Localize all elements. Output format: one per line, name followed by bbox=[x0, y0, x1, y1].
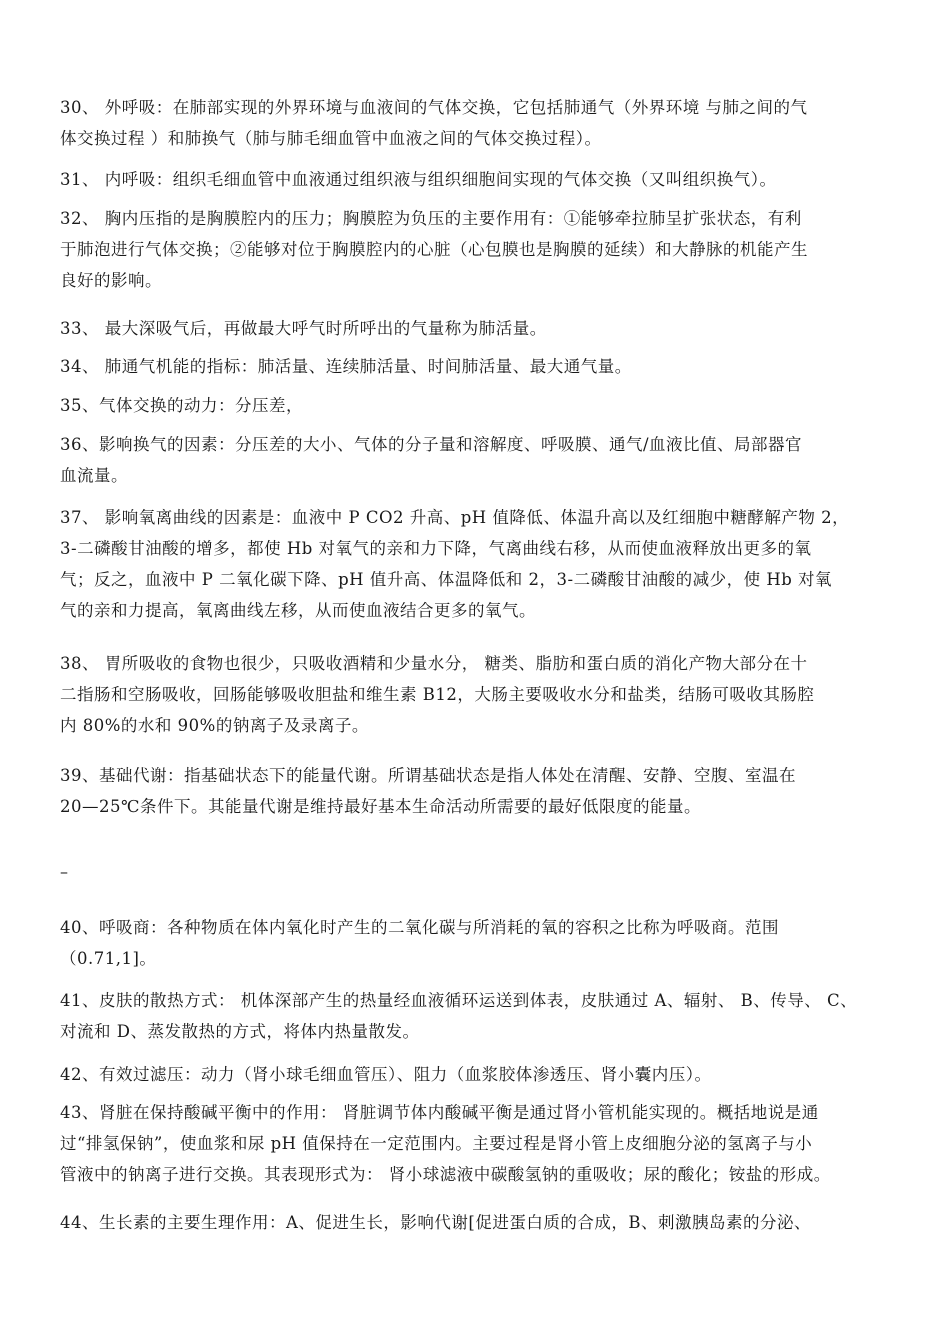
text-line: 气；反之，血液中 P 二氧化碳下降、pH 值升高、体温降低和 2，3-二磷酸甘油酸的减少，使 Hb 对氧 bbox=[60, 570, 833, 589]
paragraph-33 bbox=[60, 313, 892, 344]
text-line: 35、气体交换的动力：分压差， bbox=[60, 396, 303, 415]
text-line: 41、皮肤的散热方式： 机体深部产生的热量经血液循环运送到体表，皮肤通过 A、辐射、 B、传导、 C、 bbox=[60, 991, 858, 1010]
text-line: 于肺泡进行气体交换；②能够对位于胸膜腔内的心脏（心包膜也是胸膜的延续）和大静脉的机能产生 bbox=[60, 240, 808, 259]
paragraph-42 bbox=[60, 1059, 892, 1090]
text-line: （0.71,1]。 bbox=[60, 949, 157, 968]
paragraph-43 bbox=[60, 1097, 892, 1190]
text-line: 38、 胃所吸收的食物也很少，只吸收酒精和少量水分， 糖类、脂肪和蛋白质的消化产物大部分在十 bbox=[60, 654, 808, 673]
paragraph-41 bbox=[60, 985, 892, 1047]
paragraph-36 bbox=[60, 429, 892, 491]
paragraph-31 bbox=[60, 164, 892, 195]
text-line: 3-二磷酸甘油酸的增多，都使 Hb 对氧气的亲和力下降，气离曲线右移，从而使血液释放出更多的氧 bbox=[60, 539, 812, 558]
text-line: 37、 影响氧离曲线的因素是：血液中 P CO2 升高、pH 值降低、体温升高以及红细胞中糖酵解产物 2， bbox=[60, 508, 850, 527]
text-line: 体交换过程 ）和肺换气（肺与肺毛细血管中血液之间的气体交换过程）。 bbox=[60, 129, 602, 148]
paragraph-35 bbox=[60, 390, 892, 421]
paragraph-32 bbox=[60, 203, 892, 296]
paragraph-40 bbox=[60, 912, 892, 974]
text-line: 二指肠和空肠吸收，回肠能够吸收胆盐和维生素 B12，大肠主要吸收水分和盐类，结肠可吸收其肠腔 bbox=[60, 685, 815, 704]
paragraph-34 bbox=[60, 351, 892, 382]
text-line: 32、 胸内压指的是胸膜腔内的压力；胸膜腔为负压的主要作用有：①能够牵拉肺呈扩张状态，有利 bbox=[60, 209, 802, 228]
text-line: 43、肾脏在保持酸碱平衡中的作用： 肾脏调节体内酸碱平衡是通过肾小管机能实现的。概括地说是通 bbox=[60, 1103, 819, 1122]
text-line: 33、 最大深吸气后，再做最大呼气时所呼出的气量称为肺活量。 bbox=[60, 319, 547, 338]
text-line: 20—25℃条件下。其能量代谢是维持最好基本生命活动所需要的最好低限度的能量。 bbox=[60, 797, 701, 816]
text-line: 管液中的钠离子进行交换。其表现形式为： 肾小球滤液中碳酸氢钠的重吸收；尿的酸化；铵盐的形成。 bbox=[60, 1165, 831, 1184]
paragraph-37 bbox=[60, 502, 892, 626]
text-line: 40、呼吸商：各种物质在体内氧化时产生的二氧化碳与所消耗的氧的容积之比称为呼吸商。范围 bbox=[60, 918, 779, 937]
text-line: 30、 外呼吸：在肺部实现的外界环境与血液间的气体交换，它包括肺通气（外界环境 与肺之间的气 bbox=[60, 98, 808, 117]
text-line: 良好的影响。 bbox=[60, 271, 162, 290]
paragraph-30 bbox=[60, 92, 892, 154]
text-line: 36、影响换气的因素：分压差的大小、气体的分子量和溶解度、呼吸膜、通气/血液比值、局部器官 bbox=[60, 435, 803, 454]
text-line: 过“排氢保钠”，使血浆和尿 pH 值保持在一定范围内。主要过程是肾小管上皮细胞分泌的氢离子与小 bbox=[60, 1134, 813, 1153]
text-line: 内 80%的水和 90%的钠离子及录离子。 bbox=[60, 716, 369, 735]
text-line: 39、基础代谢：指基础状态下的能量代谢。所谓基础状态是指人体处在清醒、安静、空腹、室温在 bbox=[60, 766, 796, 785]
text-line: 对流和 D、蒸发散热的方式，将体内热量散发。 bbox=[60, 1022, 420, 1041]
separator-dash: – bbox=[60, 862, 68, 881]
text-line: 44、生长素的主要生理作用：A、促进生长，影响代谢[促进蛋白质的合成，B、刺激胰岛素的分泌、 bbox=[60, 1213, 811, 1232]
paragraph-44 bbox=[60, 1207, 892, 1238]
text-line: 42、有效过滤压：动力（肾小球毛细血管压）、阻力（血浆胶体渗透压、肾小囊内压）。 bbox=[60, 1065, 712, 1084]
text-line: 血流量。 bbox=[60, 466, 128, 485]
text-line: 气的亲和力提高，氧离曲线左移，从而使血液结合更多的氧气。 bbox=[60, 601, 536, 620]
text-line: 31、 内呼吸：组织毛细血管中血液通过组织液与组织细胞间实现的气体交换（又叫组织换气）。 bbox=[60, 170, 777, 189]
paragraph-39 bbox=[60, 760, 892, 822]
text-line: 34、 肺通气机能的指标：肺活量、连续肺活量、时间肺活量、最大通气量。 bbox=[60, 357, 632, 376]
paragraph-38 bbox=[60, 648, 892, 741]
